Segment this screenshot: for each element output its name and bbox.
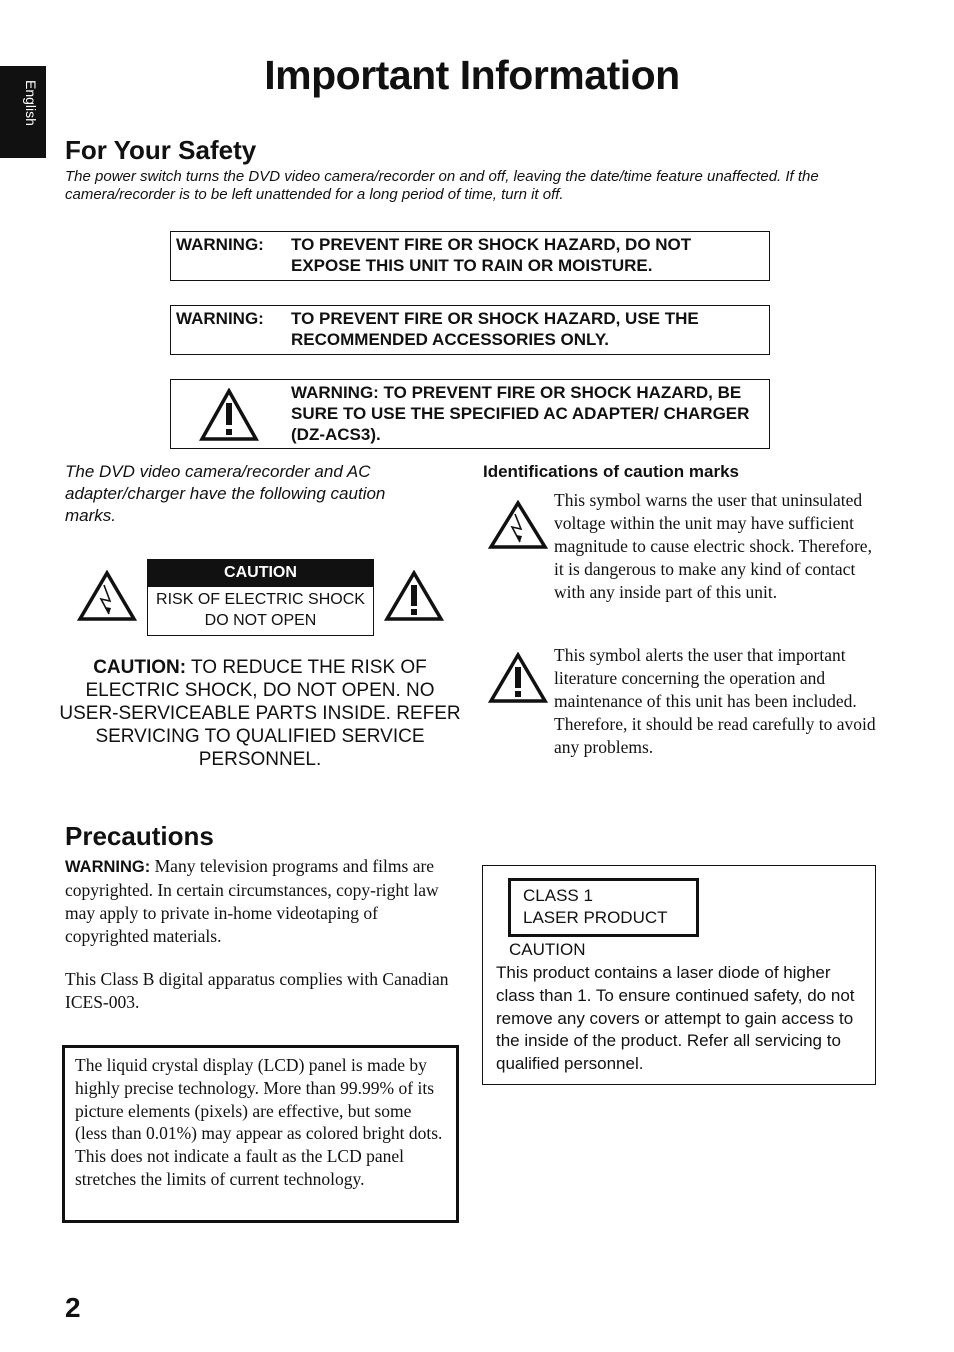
warning-text: TO PREVENT FIRE OR SHOCK HAZARD, DO NOT EXPOSE THIS UNIT TO RAIN OR MOISTURE. <box>291 235 692 275</box>
warning-box-adapter <box>170 379 770 449</box>
laser-label-line1: CLASS 1 <box>523 886 593 905</box>
warning-label: WARNING: <box>176 235 264 254</box>
lightning-triangle-icon <box>77 570 137 622</box>
lightning-triangle-icon <box>488 500 548 550</box>
exclamation-triangle-icon <box>488 652 548 704</box>
identifications-heading: Identifications of caution marks <box>483 462 739 481</box>
safety-intro: The power switch turns the DVD video camera/recorder on and off, leaving the date/time feature unaffected. If the camera/recorder is to be left unattended for a long period of time, turn it off. <box>65 168 819 203</box>
safety-heading: For Your Safety <box>65 135 257 165</box>
caution-marks-intro: The DVD video camera/recorder and AC adapter/charger have the following caution marks. <box>65 462 386 525</box>
lcd-notice-box: The liquid crystal display (LCD) panel is made by highly precise technology. More than 99.99% of its picture elements (pixels) are effective, but some (less than 0.01%) may appear as colored bright dots. This does not indicate a fault as the LCD panel stretches the limits of current technology. <box>62 1045 459 1223</box>
caution-label <box>147 559 374 636</box>
exclamation-symbol-description: This symbol alerts the user that important literature concerning the operation and maintenance of this unit has been included. Therefore, it should be read carefully to avoid any problems. <box>554 645 876 757</box>
laser-class-label <box>508 878 699 937</box>
caution-statement-text: TO REDUCE THE RISK OF ELECTRIC SHOCK, DO NOT OPEN. NO USER-SERVICEABLE PARTS INSIDE. REFER SERVICING TO QUALIFIED SERVICE PERSONNEL. <box>59 657 461 770</box>
warning-text: TO PREVENT FIRE OR SHOCK HAZARD, USE THE RECOMMENDED ACCESSORIES ONLY. <box>291 309 699 349</box>
warning-text: WARNING: TO PREVENT FIRE OR SHOCK HAZARD, BE SURE TO USE THE SPECIFIED AC ADAPTER/ CHARGER (DZ-ACS3). <box>291 383 750 444</box>
warning-box-accessories <box>170 305 770 355</box>
exclamation-triangle-icon <box>199 388 259 442</box>
laser-caution-text: This product contains a laser diode of higher class than 1. To ensure continued safety, do not remove any covers or attempt to gain access to the inside of the product. Refer all servicing to qualified personnel. <box>496 963 855 1074</box>
class-b-compliance: This Class B digital apparatus complies with Canadian ICES-003. <box>65 969 449 1012</box>
caution-bold-label: CAUTION: <box>93 657 187 678</box>
laser-caution-heading: CAUTION <box>509 940 586 959</box>
caution-label-line2: DO NOT OPEN <box>204 612 317 629</box>
copyright-warning <box>65 855 460 948</box>
precautions-heading: Precautions <box>65 821 214 851</box>
language-tab-label: English <box>23 80 39 126</box>
page-number: 2 <box>65 1292 81 1323</box>
caution-label-head: CAUTION <box>148 560 373 587</box>
copyright-warning-text: Many television programs and films are copyrighted. In certain circumstances, copy-right law may apply to private in-home videotaping of copyrighted materials. <box>65 856 439 946</box>
laser-label-line2: LASER PRODUCT <box>523 908 668 927</box>
warning-box-rain <box>170 231 770 281</box>
exclamation-triangle-icon <box>384 570 444 622</box>
copyright-warning-label: WARNING: <box>65 858 151 876</box>
laser-notice-box <box>482 865 876 1085</box>
warning-label: WARNING: <box>176 309 264 328</box>
caution-label-line1: RISK OF ELECTRIC SHOCK <box>156 591 365 608</box>
page-title: Important Information <box>264 52 680 98</box>
caution-statement <box>55 656 465 771</box>
lightning-symbol-description: This symbol warns the user that uninsulated voltage within the unit may have sufficient magnitude to cause electric shock. Therefore, it is dangerous to make any kind of contact with any inside part of this unit. <box>554 490 872 602</box>
